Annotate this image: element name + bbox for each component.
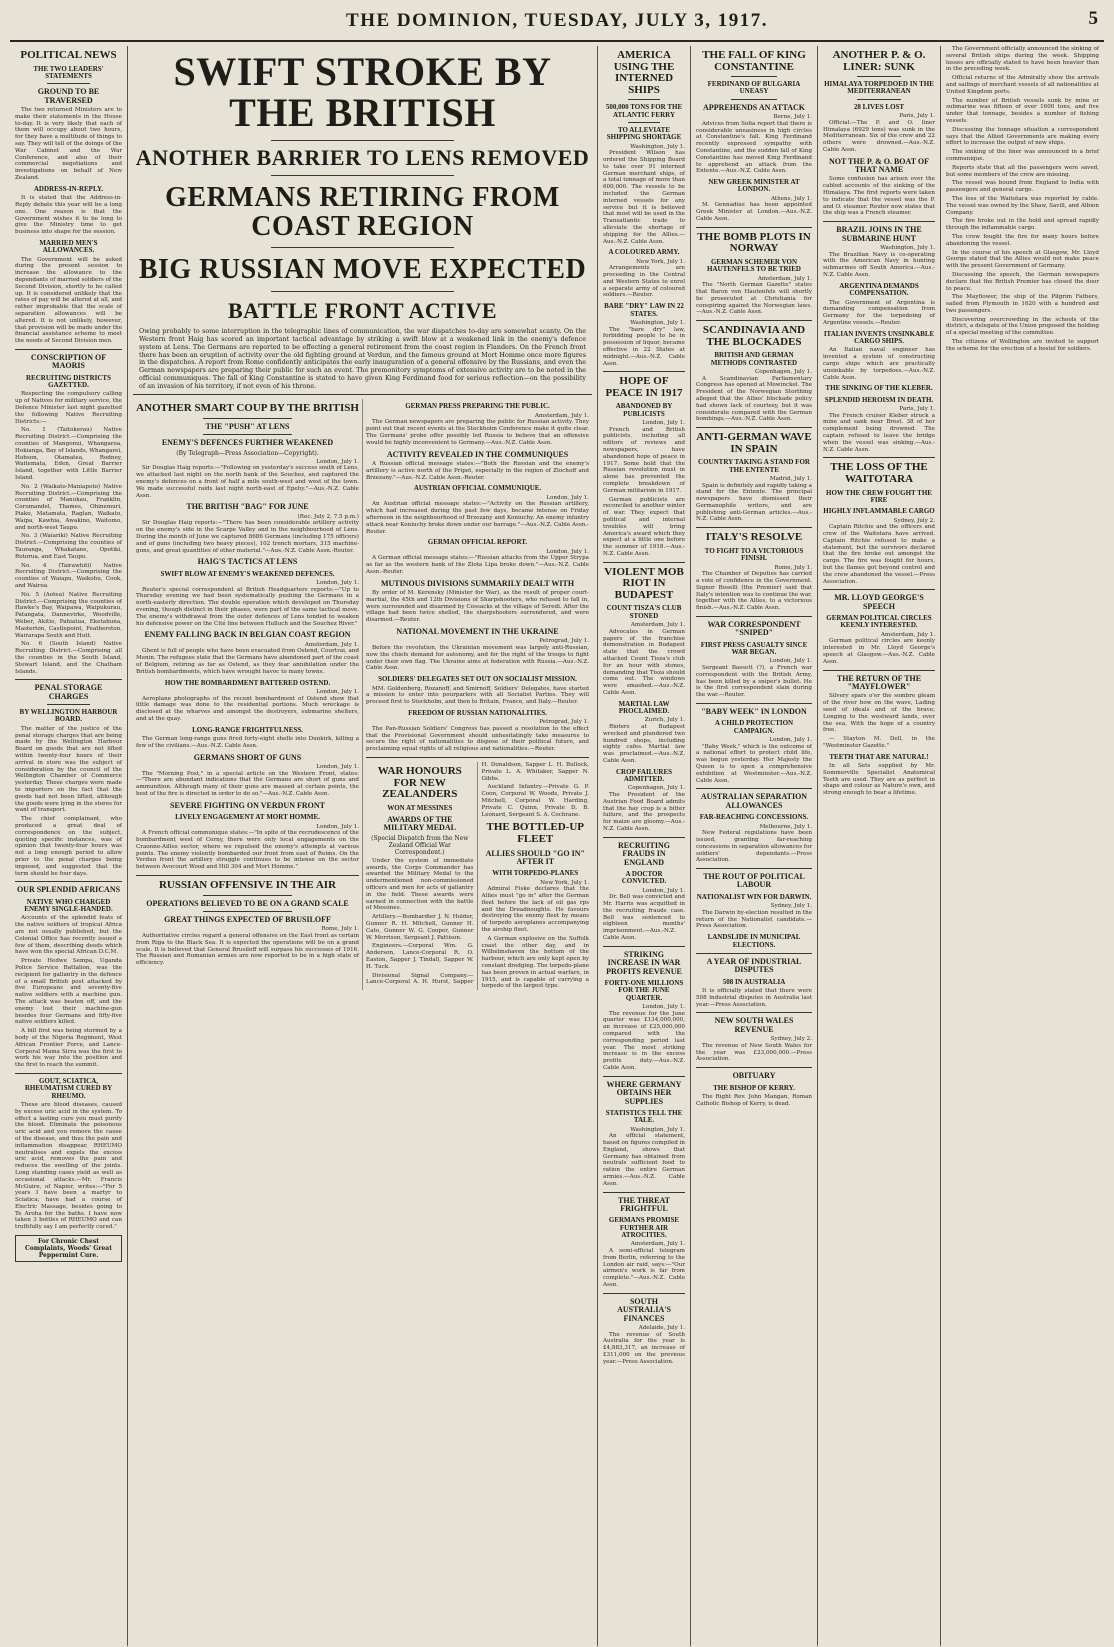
subhead: RECRUITING DISTRICTS GAZETTED. <box>26 373 111 390</box>
subhead: MARRIED MEN'S ALLOWANCES. <box>39 238 98 255</box>
article-body: Amsterdam, July 1. The German newspapers are preparing the public for Russian activity. They point out that recent events at the Stockholm Conference make it quite clear. The Germans' probe offer possibly led Russia to believe that an offensive would be highly inconvenient to Germany.—Aus.-N.Z. Cable Assn. <box>366 412 589 446</box>
divider <box>603 1192 685 1193</box>
divider <box>271 291 455 292</box>
article-body: Copenhagen, July 1. The President of the Austrian Food Board admits that the hay crop is a bitter failure, and the prospects for maize are gloomy.—Aus.-N.Z. Cable Assn. <box>603 785 685 833</box>
subhead: THE SINKING OF THE KLEBER. <box>825 384 933 393</box>
headline: RECRUITING FRAUDS IN ENGLAND <box>617 840 670 867</box>
divider <box>15 881 122 882</box>
article-body: Madrid, July 1. Spain is definitely and rapidly taking a stand for the Entente. The principal newspapers have dismissed their Germanophile writers, and are publishing anti-German articles.—Aus.-N.Z. Cable Assn. <box>696 475 812 523</box>
divider <box>823 457 935 458</box>
headline: NEW SOUTH WALES REVENUE <box>714 1016 794 1034</box>
subhead: GERMANS PROMISE FURTHER AIR ATROCITIES. <box>608 1216 680 1240</box>
divider <box>271 140 455 141</box>
headline: GOUT, SCIATICA, RHEUMATISM CURED BY RHEUMO. <box>24 1076 113 1100</box>
subhead: BRITISH AND GERMAN METHODS CONTRASTED <box>710 351 798 367</box>
divider <box>857 99 902 100</box>
article-body: Berne, July 1. Advices from Sofia report that there is considerable uneasiness in high circles at Constantine's fall. King Ferdinand recently expressed sympathy with Constantine, and the sudden fall of King Constantine has moved King Ferdinand to apprehend an attack from the Entente.—Aus.-N.Z. Cable Assn. <box>696 114 812 175</box>
subhead: AWARDS OF THE MILITARY MEDAL <box>383 815 456 833</box>
headline: BRAZIL JOINS IN THE SUBMARINE HUNT <box>836 225 922 243</box>
article-body: Petrograd, July 1. Before the revolution, the Ukrainian movement was largely anti-Russian, now the chiefs demand for autonomy, and for the right of the troops to fight under their own flag. The Ukraine aims at federation with Russia.—Aus.-N.Z. Cable Assn. <box>366 638 589 672</box>
headline: HAIG'S TACTICS AT LENS <box>197 557 298 567</box>
divider <box>696 1012 812 1013</box>
divider <box>628 99 661 100</box>
masthead <box>10 6 1104 42</box>
article-body: The Government officially announced the sinking of several British ships during the week. Shipping losses are officially stated to have been heavier than in the preceding week. Official returns of the Admiralty show the arrivals and sailings of merchant vessels of all nationalities at United Kingdom ports. The number of British vessels sunk by mine or submarine was fifteen of over 1600 tons, and five under that tonnage, besides a number of fishing vessels. Discussing the tonnage situation a correspondent says that the Allied Governments are making every effort to increase the output of new ships. The sinking of the liner was announced in a brief communique. Reports state that all the passengers were saved, but some members of the crew are missing. The vessel was bound from England to India with passengers and general cargo. The loss of the Waitotara was reported by cable. The vessel was owned by the Shaw, Savill, and Albion Company. The fire broke out in the hold and spread rapidly through the inflammable cargo. The crew fought the fire for many hours before abandoning the vessel. In the course of his speech at Glasgow, Mr. Lloyd George stated that the Allies would not make peace with the present Government of Germany. Discussing the speech, the German newspapers declare that the British Premier has closed the door to peace. The Mayflower, the ship of the Pilgrim Fathers, sailed from Plymouth in 1620 with a hundred and two passengers. Discovering overcrowding in the schools of the district, a delegate of the Union proposed the holding of a special meeting of the committee. The citizens of Wellington are invited to support the scheme for the erection of a hostel for soldiers. <box>946 46 1099 352</box>
lead-paragraph: Owing probably to some interruption in the telegraphic lines of communication, the war dispatches to-day are somewhat scanty. On the Western front Haig has scored an important tactical advantage by striking a swift blow at a weakened link in the enemy's defence system at Lens. The Germans are reported to be effecting a general retirement from the coast region in Flanders. On the French front there has been an eruption of activity over the old fighting ground at Verdun, and the famous ground at Mort Homme once more figures in the dispatches. A report from Rome confidently anticipates the early inauguration of a general offensive by the Russians, and even the German newspapers are preparing their public for such an event. The premonitory symptoms of extensive activity are to be noted in the official communiques. The fall of King Constantine is stated to have given King Ferdinand food for serious reflection—on the possibility of an invasion of his territory, if not even of his throne. <box>139 327 586 390</box>
headline: GROUND TO BE TRAVERSED <box>37 87 100 105</box>
subhead: CROP FAILURES ADMITTED. <box>615 767 673 784</box>
headline: HOW THE BOMBARDMENT BATTERED OSTEND. <box>164 678 331 687</box>
subhead: ITALIAN INVENTS UNSINKABLE CARGO SHIPS. <box>823 329 935 346</box>
article-body: London, July 1. A French official communique states:—"In spite of the recrudescence of the bombardment west of Cerny, there were only local engagements on the Craonne-Ailles sector, where we repulsed the enemy's attempts at various points. The enemy violently bombarded our front from east of Reims. On the Verdun front the artillery struggle continues to be intense on the sector between Avocourt Wood and Hill 304 and Mort Homme." <box>136 823 359 871</box>
divider <box>15 1073 122 1074</box>
divider <box>47 83 90 84</box>
article-body: Washington, July 1. President Wilson has ordered the Shipping Board to take over 91 interned German merchant ships, of a total tonnage of more than 600,000. The vessels to be included the German interned vessels for any service but it is believed that most will be used in the Transatlantic trade to alleviate the shortage of shipping for the Allies.—Aus.-N.Z. Cable Assn. <box>603 143 685 245</box>
article-body: Adelaide, July 1. The revenue of South Australia for the year is £4,883,317, an increase of £311,000 on the previous year.—Press Association. <box>603 1325 685 1365</box>
article-body: The Government will be asked during the present session to increase the allowance to the dependants of married soldiers of the Second Division, shortly to be called up. It is considered unlikely that the rates of pay will be altered at all, and rather improbable that the scale of separation allowances will be altered. It is not unlikely, however, that provision will be made under the financial assistance scheme to meet the needs of Second Division men. <box>15 256 122 345</box>
subhead: GERMAN SCHEMER VON HAUTENFELS TO BE TRIED <box>707 257 801 274</box>
subhead: A COLOURED ARMY. <box>608 248 680 257</box>
article-body: Copenhagen, July 1. A Scandinavian Parliamentary Congress has opened at Mowinckel. The President of the Norwegian Storthing alleged that the Allies' blockade policy had shown lack of courtesy, but it was considerate compared with the German bombings.—Aus.-N.Z. Cable Assn. <box>696 368 812 423</box>
headline: HOPE OF PEACE IN 1917 <box>605 375 683 399</box>
article-body: Silvery spars o'er the sombre gleam of the river bow on the wave, Lading seed of ideals and of the brave; Longing to the westward lands, over the sea, With the hope of a country free. — Stayton M. Dell, in the "Westminster Gazette." <box>823 693 935 749</box>
subhead: COUNTRY TAKING A STAND FOR THE ENTENTE <box>698 458 810 474</box>
divider <box>823 221 935 222</box>
subhead: HOW THE CREW FOUGHT THE FIRE <box>826 488 932 504</box>
headline: THE TWO LEADERS' STATEMENTS <box>33 64 104 80</box>
article-body: Zurich, July 1. Rioters at Budapest wrecked and plundered two hundred shops, including eighty cafes. Martial law was proclaimed.—Aus.-N.Z. Cable Assn. <box>603 717 685 764</box>
headline: GERMAN PRESS PREPARING THE PUBLIC. <box>405 402 550 411</box>
page-number: 5 <box>1088 8 1098 29</box>
headline: THE RETURN OF THE "MAYFLOWER" <box>836 673 922 691</box>
subhead: SPLENDID HEROISM IN DEATH. <box>824 395 934 404</box>
headline: ENEMY FALLING BACK IN BELGIAN COAST REGION <box>144 630 351 640</box>
column-political-news <box>10 46 128 1646</box>
advertisement: For Chronic Chest Complaints, Woods' Great Peppermint Cure. <box>15 1235 122 1262</box>
article-body: The Right Rev. John Mangan, Roman Catholic Bishop of Kerry, is dead. <box>696 1093 812 1107</box>
article-body: Rome, July 1. Authoritative circles regard a general offensive on the East front as certain from Riga to the Black Sea. It is expected the operations will be on a grand scale. It is believed that General Brusiloff will surpass his successes of 1916. The Russian and Rumanian armies are now reported to be in a high state of efficiency. <box>136 926 359 967</box>
headline: THE ROUT OF POLITICAL LABOUR <box>703 872 805 890</box>
two-column-block <box>366 762 589 990</box>
sub-column-left <box>133 399 362 990</box>
subhead: HIGHLY INFLAMMABLE CARGO <box>823 507 935 516</box>
article-body: London, July 1. A German official message states:—"Russian attacks from the Upper Strypa as far as the western bank of the Zlota Lipa broke down."—Aus.-N.Z. Cable Assn.-Reuter. <box>366 548 589 575</box>
subhead: THE "PUSH" AT LENS <box>205 422 290 432</box>
headline: THE BRITISH "BAG" FOR JUNE <box>186 502 309 512</box>
divider <box>603 371 685 372</box>
divider <box>271 247 455 248</box>
subhead: NATIONALIST WIN FOR DARWIN. <box>696 892 812 901</box>
article-body: New York, July 1. Arrangements are proceeding in the Central and Western States to enrol a separate army of coloured soldiers.—Reuter. <box>603 258 685 299</box>
divider <box>628 122 661 123</box>
headline: SCANDINAVIA AND THE BLOCKADES <box>702 324 806 348</box>
column-continuation <box>941 46 1104 1646</box>
subhead: FORTY-ONE MILLIONS FOR THE JUNE QUARTER. <box>604 979 684 1002</box>
column-america <box>598 46 691 1646</box>
article-body: Melbourne, July 1. New Federal regulations have been issued, granting far-reaching concessions in separation allowances for soldiers' dependants.—Press Association. <box>696 823 812 864</box>
article-body: London, July 1. Sergeant Bassett (?), a French war correspondent with the British Army, has been killed by a sniper's bullet. He is the first correspondent slain during the war.—Reuter. <box>696 658 812 699</box>
divider <box>696 427 812 428</box>
subhead: TEETH THAT ARE NATURAL! <box>829 752 929 761</box>
article-body: These are blood diseases, caused by excess uric acid in the system. To effect a lasting cure you must purify the blood. Eliminate the poisonous uric acid and you remove the cause of the disease, and thus the pain and inflammation disappear. RHEUMO neutralises and expels the excess uric acid, removes the pain and reduces the swelling of the joints. Long standing cases yield as well as occasional attacks.—Mr. Francis McGuire, of Napier, writes:—"For 5 years I have been a martyr to Sciatica; have had a course of Electric Massage, besides going to Te Aroha for the baths. I have now taken 3 bottles of RHEUMO and can truthfully say I am perfectly cured." <box>15 1101 122 1231</box>
subhead: ALLIES SHOULD "GO IN" AFTER IT <box>485 848 585 866</box>
divider <box>133 394 592 395</box>
subhead: ARGENTINA DEMANDS COMPENSATION. <box>839 281 919 298</box>
headline: GERMAN OFFICIAL REPORT. <box>427 538 528 547</box>
article-body: Washington, July 1. The Brazilian Navy is co-operating with the American Navy in hunting submarines off South America.—Aus.-N.Z. Cable Assn. <box>823 245 935 279</box>
headline: ITALY'S RESOLVE <box>705 531 803 544</box>
article-body: London, July 1. Reuter's special correspondent at British Headquarters reports:—"Up to Thursday evening we had been systematically pushing the Germans in a north-easterly direction. The double operation which developed on Thursday evening, though distinct in their phases, were part of the same tactical move. The enemy's withdrawal from the outer defences of Lens tended to weaken his defensive power on the Cité line between Hulluch and the Souchez River." <box>136 580 359 627</box>
article-body: The two returned Ministers are to make their statements in the House to-day. It is very likely that each of them will occupy about two hours, for they have a multitude of things to say. They will tell of the doings of the War Cabinet and the War Conference, and also of their commercial negotiations and investigations on behalf of New Zealand. <box>15 107 122 181</box>
article-body: Amsterdam, July 1. Advocates in German papers of the franchise demonstration in Budapest state that the crowd attacked Count Tisza's club for an hour with stones, demanding that Tisza should come out. The windows were smashed.—Aus.-N.Z. Cable Assn. <box>603 622 685 696</box>
headline: SEVERE FIGHTING ON VERDUN FRONT <box>170 800 325 810</box>
article-body: London, July 1. French and British publicists, including all editors of reviews and newspapers, have abandoned hope of peace in 1917. Some hold that the Russian revolution must in alone has prevented the complete breakdown of German militarism in 1917. German publicists are reconciled to another winter of war. They expect that political and internal troubles will bring America's award which they expect at a little one before the summer of 1918.—Aus.-N.Z. Cable Assn. <box>603 420 685 558</box>
headline: WAR HONOURS FOR NEW ZEALANDERS <box>377 765 462 801</box>
headline: NATIONAL MOVEMENT IN THE UKRAINE <box>396 627 559 637</box>
sub-column-right <box>362 399 592 990</box>
subhead: ABANDONED BY PUBLICISTS <box>615 402 673 418</box>
subhead: STATISTICS TELL THE TALE. <box>605 1109 683 1125</box>
article-body: Washington, July 1. An official statement, based on figures compiled in England, shows that Germany has obtained from neutrals sufficient food to ration the entire German armies.—Aus.-N.Z. Cable Assn. <box>603 1126 685 1187</box>
article-body: Amsterdam, July 1. Ghent is full of people who have been evacuated from Ostend, Courtrai, and Menin. The refugees state that the Germans have abandoned part of the coast of Belgium, retiring as far as Ostend, as they fear annihilation under the British bombardments, which have wrought havoc to many towns. <box>136 641 359 675</box>
subhead: BY WELLINGTON HARBOUR BOARD. <box>19 708 118 724</box>
headline: RUSSIAN OFFENSIVE IN THE AIR <box>158 878 337 891</box>
article-body: The Government of Argentina is demanding compensation from Germany for the torpedoing of Argentine vessels.—Reuter. <box>823 299 935 326</box>
article-body: Amsterdam, July 1. The "North German Gazette" states that Baron von Hautenfels will shortly be prosecuted at Christiania for conspiring against the Norwegian laws.—Aus.-N.Z. Cable Assn. <box>696 275 812 316</box>
divider <box>271 175 455 176</box>
subhead: WON AT MESSINES <box>387 803 453 812</box>
article-body: Accounts of the splendid feats of the native soldiers of tropical Africa are not usually published, but the Colonial Office has recently issued a few of them, describing deeds which have won the special African D.C.M. Private Hedwe Sempa, Uganda Police Service Battalion, was the recipient for gallantry in the defence of a small British post attacked by five Europeans and seventy-five native soldiers with a machine gun. The attack was beaten off, and the enemy lost their machine-gun besides four Germans and fifty-five native soldiers killed. A bill first was being stormed by a body of the Nigeria Regiment, West African Frontier Force, and Lance-Corporal Mama Sirra was the first to work his way into the position and the first to reach the summit. <box>15 915 122 1069</box>
article-body: (Rec. July 2, 7.5 p.m.) Sir Douglas Haig reports:—"There has been considerable artillery activity on the enemy's side in the Scarpe Valley and in the neighbourhood of Lens. During the month of June we captured 8686 Germans (including 175 officers) and of guns (including two heavy pieces), 102 trench mortars, 315 machine-guns, and great quantities of other material."—Aus.-N.Z. Cable Assn.-Reuter. <box>136 513 359 554</box>
headline-deck: BIG RUSSIAN MOVE EXPECTED <box>138 254 587 286</box>
divider <box>603 1293 685 1294</box>
divider <box>696 616 812 617</box>
headline: THE BOTTLED-UP FLEET <box>486 821 584 845</box>
masthead-title: THE DOMINION, TUESDAY, JULY 3, 1917. <box>346 10 768 31</box>
subhead: NEW GREEK MINISTER AT LONDON. <box>708 178 800 194</box>
article-body: Rome, July 1. The Chamber of Deputies has carried a vote of confidence in the Government. Signor Boselli (the Premier) said that Italy's intention was to continue the war, together with the Allies, to a victorious finish.—Aus.-N.Z. Cable Assn. <box>696 564 812 612</box>
article-body: It is officially stated that there were 508 industrial disputes in Australia last year.—Press Association. <box>696 988 812 1008</box>
article-body: It is stated that the Address-in-Reply debate this year will be a long one. One reason is that the Government wishes it to be long to give the Ministry time to get business into shape for the session. <box>15 195 122 236</box>
subhead: WITH TORPEDO-PLANES <box>492 869 579 878</box>
article-body: MM. Goldenberg, Rozanoff, and Smirnoff, Soldiers' Delegates, have started a mission to enter into pourparlers with all Socialist Parties. They will proceed first to Stockholm, and then to Britain, France, and Italy.—Reuter. <box>366 685 589 706</box>
divider <box>603 837 685 838</box>
divider <box>47 704 90 705</box>
divider <box>203 434 292 435</box>
subhead: OPERATIONS BELIEVED TO BE ON A GRAND SCALE <box>146 898 349 908</box>
section-title: THE FALL OF KING CONSTANTINE <box>702 49 806 73</box>
divider <box>203 895 292 896</box>
subhead: LIVELY ENGAGEMENT AT MORT HOMME. <box>175 813 320 822</box>
headline: SOUTH AUSTRALIA'S FINANCES <box>617 1296 671 1323</box>
divider <box>203 418 292 419</box>
subhead: GREAT THINGS EXPECTED OF BRUSILOFF <box>164 914 331 924</box>
subhead: LANDSLIDE IN MUNICIPAL ELECTIONS. <box>707 933 801 949</box>
columns <box>10 46 1104 1646</box>
divider <box>603 946 685 947</box>
headline: "BABY WEEK" IN LONDON <box>701 706 807 716</box>
headline: GERMANS SHORT OF GUNS <box>193 752 302 762</box>
divider <box>696 227 812 228</box>
article-body: The matter of the justice of the penal storage charges that are being made by the Wellington Harbour Board on goods that are not lifted within twenty-four hours of their arrival in store was the subject of consideration by the council of the Wellington Chamber of Commerce yesterday. These charges were made to importers on the fact that the goods had not been lifted, although the goods were lying in the stores for want of transport. The chief complainant, who produced a great deal of correspondence on the subject, quoting specific instances, was of opinion that twenty-four hours was not a long enough period to allow prior to the penal charges being imposed, and suggested that the term should be four days. <box>15 725 122 877</box>
article-body: An Italian naval engineer has invented a system of constructing cargo ships which are practically unsinkable by torpedoes.—Aus.-N.Z. Cable Assn. <box>823 347 935 381</box>
headline: OUR SPLENDID AFRICANS <box>16 885 121 895</box>
divider <box>823 670 935 671</box>
headline: MUTINOUS DIVISIONS SUMMARILY DEALT WITH <box>380 578 575 588</box>
article-body: Sydney, July 2. Captain Ritchie and the officers and crew of the Waitotara have arrived. Captain Ritchie refused to make a statement, but the survivors declared that the fire broke out amongst the cargo. The fire was fought for hours, but the flames got beyond control and the crew abandoned the vessel.—Press Association. <box>823 517 935 585</box>
article-body: By order of M. Kerensky (Minister for War), as the result of proper court-martial, the 45th and 12th Divisions of Sharpshooters, who refused to fall in, were surrounded and disarmed by Cossacks at the village of Seredi. After the village had been twice shelled, the sharpshooters surrendered, and were disarmed.—Reuter. <box>366 590 589 624</box>
divider <box>696 953 812 954</box>
divider <box>823 589 935 590</box>
headline: LONG-RANGE FRIGHTFULNESS. <box>192 725 303 734</box>
subhead: NATIVE WHO CHARGED ENEMY SINGLE-HANDED. <box>24 897 113 914</box>
article-body: Paris, July 1. The French cruiser Kleber struck a mine and sank near Brest. 38 of her complement being drowned. The captain refused to leave the bridge when the vessel was sinking.—Aus.-N.Z. Cable Assn. <box>823 406 935 453</box>
subhead: APPREHENDS AN ATTACK <box>703 102 805 112</box>
headline-deck: BATTLE FRONT ACTIVE <box>227 297 498 323</box>
headline: ACTIVITY REVEALED IN THE COMMUNIQUES <box>386 449 569 459</box>
article-body: A Russian official message states:—"Both the Russian and the enemy's artillery is active north of the Pripet, especially in the region of Zlochoff and Brzezany."—Aus.-N.Z. Cable Assn.-Reuter. <box>366 461 589 481</box>
subhead: HIMALAYA TORPEDOED IN THE MEDITERRANEAN <box>824 80 934 96</box>
headline-deck: ANOTHER BARRIER TO LENS REMOVED <box>135 144 590 170</box>
divider <box>731 76 777 77</box>
divider <box>15 679 122 680</box>
article-body: The German long-range guns fired forty-eight shells into Dunkirk, killing a few of the civilians.—Aus.-N.Z. Cable Assn. <box>136 736 359 749</box>
headline: WHERE GERMANY OBTAINS HER SUPPLIES <box>606 1079 682 1106</box>
article-body: London, July 1. An Austrian official message states:—"Activity on the Russian artillery, which had increased during the past few days, became intense on Friday afternoon in the neighbourhood of Brzezany and Koniuchy. An enemy infantry attack near Koniuchy broke down under our barrage."—Aus.-N.Z. Cable Assn.-Reuter. <box>366 494 589 535</box>
article-body: London, July 1. Dr. Bell was convicted and Mr. Harris was acquitted in the recruiting frauds case. Bell was sentenced to eighteen months' imprisonment.—Aus.-N.Z. Cable Assn. <box>603 887 685 942</box>
article-body: Sydney, July 1. The Darwin by-election resulted in the return of the Nationalist candidate.—Press Association. <box>696 903 812 930</box>
divider <box>203 911 292 912</box>
divider <box>696 703 812 704</box>
headline: THE THREAT FRIGHTFUL <box>618 1195 670 1214</box>
article-body: London, July 1. Sir Douglas Haig reports:—"Following on yesterday's success south of Lens, we attacked last night on the north bank of the Souchez, and captured the enemy's defences on a front of half a mile south-west and west of the town. We made successful raids last night north-east of Epehy."—Aus.-N.Z. Cable Assn. <box>136 458 359 499</box>
headline-deck: GERMANS RETIRING FROM COAST REGION <box>165 182 560 242</box>
subhead: TO FIGHT TO A VICTORIOUS FINISH. <box>704 546 804 563</box>
headline: NOT THE P. & O. BOAT OF THAT NAME <box>828 156 930 175</box>
subhead: TO ALLEVIATE SHIPPING SHORTAGE <box>606 125 682 142</box>
subhead: SWIFT BLOW AT ENEMY'S WEAKENED DEFENCES. <box>160 569 335 578</box>
headline: VIOLENT MOB RIOT IN BUDAPEST <box>604 565 684 601</box>
article-body: Respecting the compulsory calling up of Natives for military service, the Defence Minister last night gazetted the following Native Recruiting Districts:— No. 1 (Taitokerau) Native Recruiting District.—Comprising the counties of Mangonui, Whangaroa, Hokianga, Bay of Islands, Whangarei, Hobson, Otamatea, Rodney, Waitemata, Eden, Great Barrier Island, together with Little Barrier Island. No. 2 (Waikato-Maniapoto) Native Recruiting District.—Comprising the counties of Manukau, Franklin, Coromandel, Thames, Ohinemuri, Piako, Matamata, Raglan, Waikato, Waipa, Kawhia, Awakino, Waitomo, and north-west Taupo. No. 3 (Waiariki) Native Recruiting District.—Comprising the counties of Tauranga, Whakatane, Opotiki, Rotorua, and East Taupo. No. 4 (Tairawhiti) Native Recruiting District.—Comprising the counties of Waiapu, Waikohu, Cook, and Wairoa. No. 5 (Aotea) Native Recruiting District.—Comprising the counties of Hawke's Bay, Waipawa, Waipukurau, Patangata, Dannevirke, Woodville, Weber, Akitio, Pahiatua, Eketahuna, Masterton, Castlepoint, Featherston, Wairarapa South and Hutt. No. 6 (South Island) Native Recruiting District.—Comprising all the counties in the South Island, Stewart Island, and the Chatham Islands. <box>15 391 123 675</box>
headline: WAR CORRESPONDENT "SNIPED" <box>707 619 801 638</box>
divider <box>696 788 812 789</box>
subhead: THE BISHOP OF KERRY. <box>713 1083 795 1092</box>
divider <box>731 99 777 100</box>
divider <box>366 757 589 758</box>
subhead: 508 IN AUSTRALIA <box>722 977 786 986</box>
divider <box>696 320 812 321</box>
headline: AUSTRALIAN SEPARATION ALLOWANCES <box>700 792 808 810</box>
headline: SOLDIERS' DELEGATES SET OUT ON SOCIALIST MISSION. <box>378 675 577 684</box>
subhead: MARTIAL LAW PROCLAIMED. <box>618 699 670 716</box>
column-shipping <box>818 46 941 1646</box>
article-body: Amsterdam, July 1. German political circles are keenly interested in Mr. Lloyd George's speech at Glasgow.—Aus.-N.Z. Cable Assn. <box>823 631 935 665</box>
subhead: 28 LIVES LOST <box>853 102 905 111</box>
subhead: BARE "DRY" LAW IN 22 STATES. <box>604 302 684 318</box>
headline: FREEDOM OF RUSSIAN NATIONALITIES. <box>408 708 547 717</box>
sub-columns <box>133 399 592 990</box>
subhead: COUNT TISZA'S CLUB STONED <box>606 604 682 620</box>
headline: ANTI-GERMAN WAVE IN SPAIN <box>696 431 812 455</box>
subhead: A CHILD PROTECTION CAMPAIGN. <box>714 719 794 735</box>
divider <box>857 76 902 77</box>
section-title: POLITICAL NEWS <box>20 49 117 61</box>
article-body: New York, July 1. Admiral Fiske declares that the Allies must "go in" after the German fleet before the lack of oil gas rps and the Dreadnoughts. He favours destroying the enemy fleet by means of torpedo aeroplanes accompanying the airship fleet. A German explosive on the Suffolk coast the other day, and in Wilhelmshaven the bottom of the harbour, which are only kept open by constant dredging. The torpedo-plane has been proven in actual warfare, in 1915, and is capable of carrying a torpedo of the largest type. <box>481 879 589 990</box>
divider <box>696 527 812 528</box>
credit-line: (By Telegraph—Press Association—Copyright). <box>176 449 319 457</box>
headline: STRIKING INCREASE IN WAR PROFITS REVENUE <box>606 949 682 976</box>
headline: ANOTHER SMART COUP BY THE BRITISH <box>136 402 359 415</box>
headline: THE LOSS OF THE WAITOTARA <box>830 461 928 485</box>
credit-line: (Special Dispatch from the New Zealand Official War Correspondent.) <box>371 834 469 856</box>
subhead: FAR-REACHING CONCESSIONS. <box>699 813 809 822</box>
headline: MR. LLOYD GEORGE'S SPEECH <box>834 593 924 611</box>
divider <box>696 1067 812 1068</box>
subhead: GERMAN POLITICAL CIRCLES KEENLY INTERESTED. <box>826 614 932 630</box>
divider <box>603 562 685 563</box>
article-body: London, July 1. The revenue for the June quarter was £134,000,000, an increase of £25,000,000 compared with the corresponding period last year. The most striking increase is in the excess profits duty.—Aus.-N.Z. Cable Assn. <box>603 1004 685 1072</box>
column-war-news <box>128 46 598 1646</box>
article-body: Amsterdam, July 1. A semi-official telegram from Berlin, referring to the London air raid, says:—"Our airmen's work is far from complete."—Aus.-N.Z. Cable Assn. <box>603 1241 685 1289</box>
headline: PENAL STORAGE CHARGES <box>34 683 103 701</box>
article-body: Washington, July 1. The "bare dry" law, forbidding people to be in possession of liquor, became effective in 22 States at midnight.—Aus.-N.Z. Cable Assn. <box>603 319 685 367</box>
subhead: ENEMY'S DEFENCES FURTHER WEAKENED <box>161 438 334 448</box>
subhead: 500,000 TONS FOR THE ATLANTIC FERRY <box>605 103 683 119</box>
headline: CONSCRIPTION OF MAORIS <box>30 352 107 371</box>
section-title: AMERICA USING THE INTERNED SHIPS <box>613 49 675 96</box>
subhead: FERDINAND OF BULGARIA UNEASY <box>707 80 801 96</box>
article-body: London, July 1. Aeroplane photographs of the recent bombardment of Ostend show that little damage was done to the residential portions. Much wreckage is disclosed at the wharves and amongst the destroyers, submarine shelters, and at the quay. <box>136 688 359 722</box>
divider <box>603 1076 685 1077</box>
article-body: Paris, July 1. Official.—The P. and O. liner Himalaya (6929 tons) was sunk in the Mediterranean. Six of the crew and 22 others were drowned.—Aus.-N.Z. Cable Assn. <box>823 113 935 153</box>
article-body: Under the system of immediate awards, the Corps Commander has awarded the Military Medal to the undermentioned non-commissioned officers and men for acts of gallantry in the field. These awards were earned in connection with the battle of Messines. Artillery.—Bombardier J. N. Holder, Gunner R. H. Mitchell, Gunner H. Cato, Gunner W. G. Cooper, Gunner W. Morrison, Sergeant J. Pattison. Engineers.—Corporal Wm. G. Anderson, Lance-Corporal R. O. Easton, Sapper J. Tindall, Sapper W. H. Tuck. Divisional Signal Company.—Lance-Corporal A. H. Hurst, Sapper H. Donaldson, Sapper L. H. Bullock, Private L. A. Whitaker, Sapper N. Gibbs. Auckland Infantry.—Private G. P. Coon, Corporal W. Woods, Private J. Mitchell, Corporal W. Harding, Private C. Quinn, Private D. B. Leonard, Sergeant S. A. Cochrane. <box>366 762 589 986</box>
headline: AUSTRIAN OFFICIAL COMMUNIQUE. <box>413 484 542 493</box>
subhead: ADDRESS-IN-REPLY. <box>33 184 104 193</box>
column-constantine <box>691 46 818 1646</box>
divider <box>696 868 812 869</box>
subhead: A DOCTOR CONVICTED. <box>621 870 667 886</box>
section-title: ANOTHER P. & O. LINER: SUNK <box>832 49 926 73</box>
article-body: Athens, July 1. M. Gennadius has been appointed Greek Minister at London.—Aus.-N.Z. Cable Assn. <box>696 195 812 223</box>
article-body: London, July 1. "Baby Week," which is the outcome of a national effort to protect child life, was begun yesterday. Her Majesty the Queen is to open a comprehensive exhibition at Westminster.—Aus.-N.Z. Cable Assn. <box>696 737 812 784</box>
article-body: In all Sets supplied by Mr. Sommerville Specialist Anatomical Teeth are used. They are as perfect in shape and colour as Nature's own, and strong enough to bear a lifetime. <box>823 763 935 797</box>
main-headline: SWIFT STROKE BY THE BRITISH <box>173 49 552 135</box>
article-body: London, July 1. The "Morning Post," in a special article on the Western Front, states:—"There are abundant indications that the Germans are short of guns and ammunition. Although many of their guns are massed at certain points, the best of the fire is directed in order to do so."—Aus.-N.Z. Cable Assn. <box>136 764 359 798</box>
subhead: FIRST PRESS CASUALTY SINCE WAR BEGAN. <box>700 640 808 657</box>
headline: A YEAR OF INDUSTRIAL DISPUTES <box>706 956 802 975</box>
headline: THE BOMB PLOTS IN NORWAY <box>697 230 811 255</box>
headline: OBITUARY <box>732 1071 776 1081</box>
article-body: Petrograd, July 1. The Pan-Russian Soldiers' Congress has passed a resolution to the effect that the Provisional Government should unhesitatingly take measures to secure the right of nationalities to dispose of their political future, and proclaiming equal rights of all religious and nationalities.—Reuter. <box>366 719 589 753</box>
article-body: Sydney, July 2. The revenue of New South Wales for the year was £23,000,000.—Press Association. <box>696 1036 812 1063</box>
article-body: Some confusion has arisen over the cabled accounts of the sinking of the Himalaya. The first reports were taken to indicate that the vessel was the P. and O. steamer. Reuter now states that the ship was a French steamer. <box>823 176 935 217</box>
divider <box>15 349 122 350</box>
divider <box>136 875 359 876</box>
